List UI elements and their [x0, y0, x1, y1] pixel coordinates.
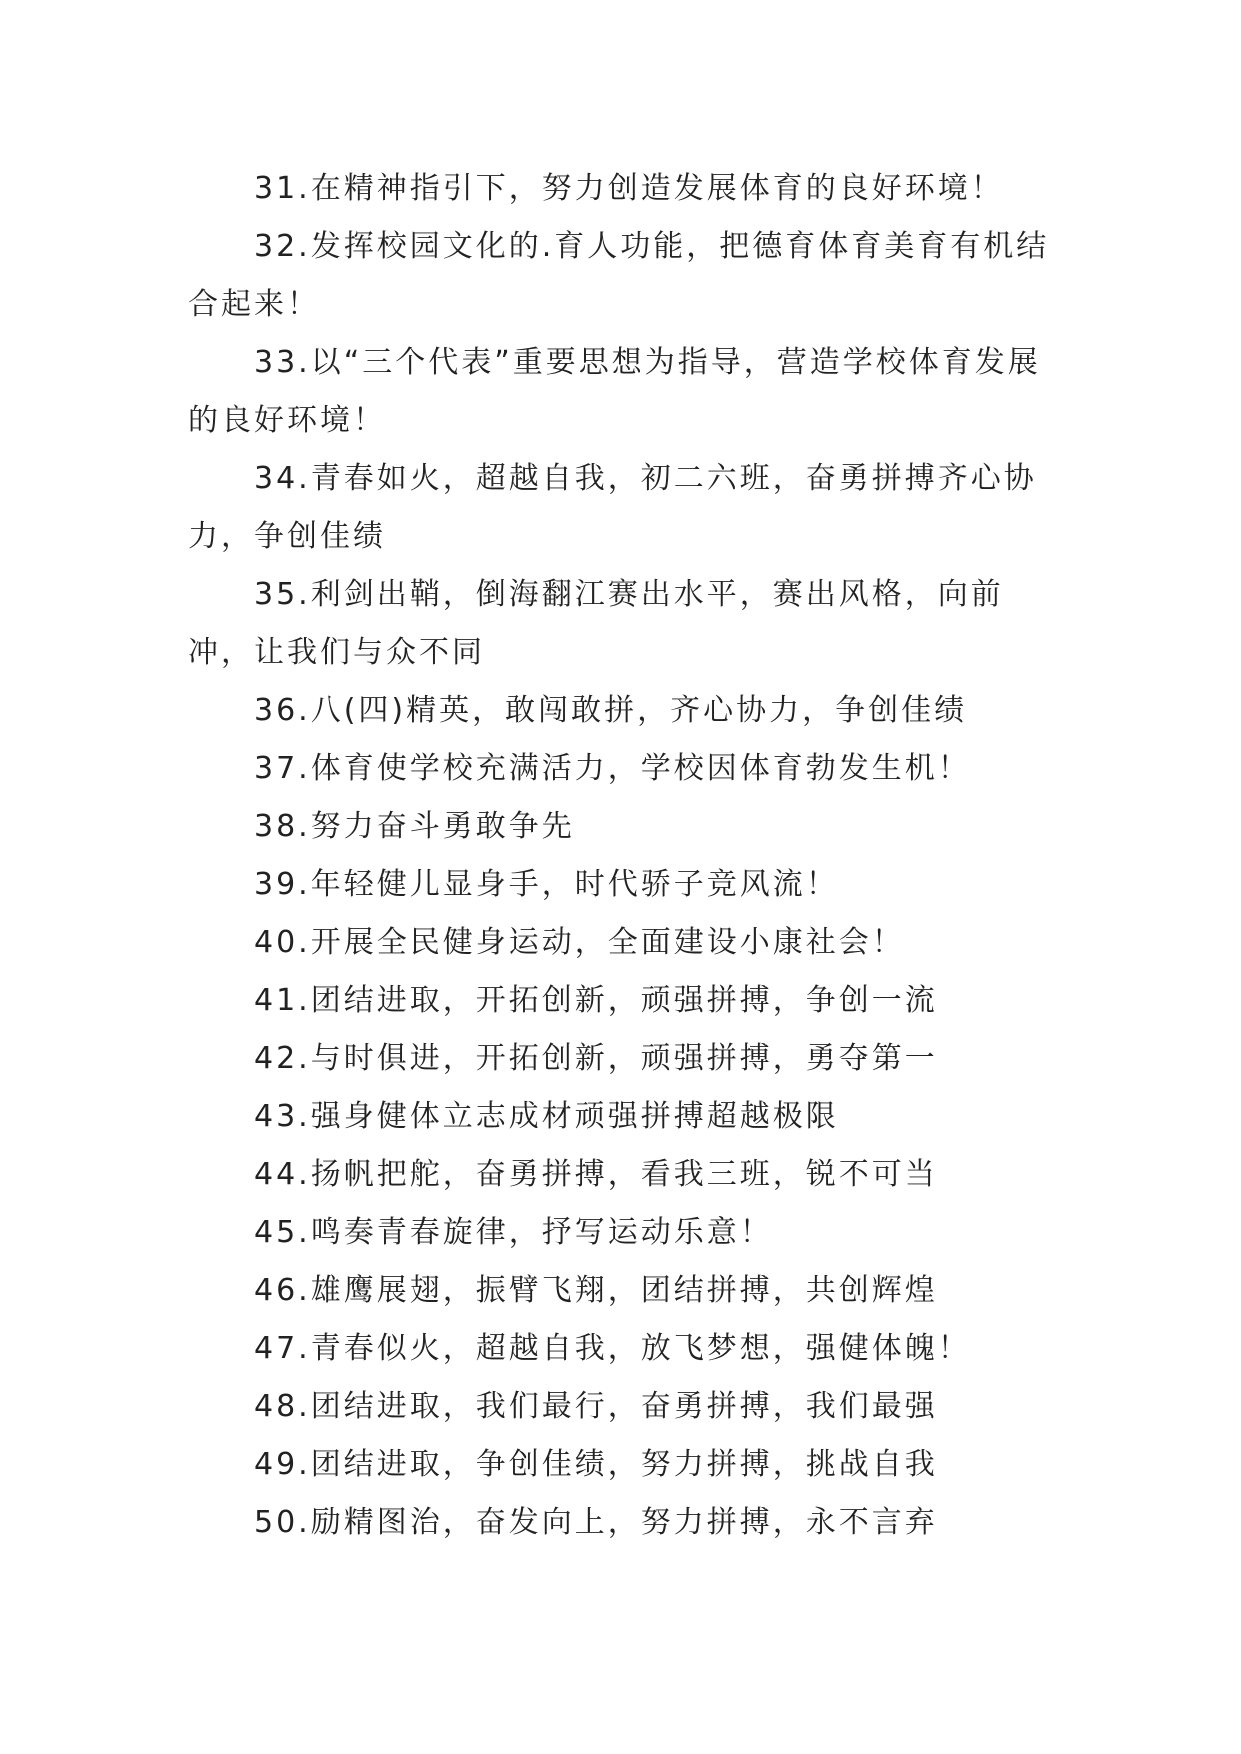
list-item: 34.青春如火，超越自我，初二六班，奋勇拼搏齐心协力，争创佳绩	[188, 461, 1037, 554]
list-item: 32.发挥校园文化的.育人功能，把德育体育美育有机结合起来！	[188, 229, 1050, 322]
list-item: 33.以“三个代表”重要思想为指导，营造学校体育发展的良好环境！	[188, 345, 1041, 438]
list-item: 37.体育使学校充满活力，学校因体育勃发生机！	[254, 751, 971, 786]
list-item: 36.八(四)精英，敢闯敢拼，齐心协力，争创佳绩	[254, 693, 968, 728]
list-item: 41.团结进取，开拓创新，顽强拼搏，争创一流	[254, 983, 938, 1018]
list-item: 49.团结进取，争创佳绩，努力拼搏，挑战自我	[254, 1447, 938, 1482]
list-item: 48.团结进取，我们最行，奋勇拼搏，我们最强	[254, 1389, 938, 1424]
list-item: 44.扬帆把舵，奋勇拼搏，看我三班，锐不可当	[254, 1157, 938, 1192]
list-item: 35.利剑出鞘，倒海翻江赛出水平，赛出风格，向前冲，让我们与众不同	[188, 577, 1004, 670]
list-item: 38.努力奋斗勇敢争先	[254, 809, 575, 844]
slogan-list	[188, 160, 1068, 1552]
list-item: 43.强身健体立志成材顽强拼搏超越极限	[254, 1099, 839, 1134]
list-item: 42.与时俱进，开拓创新，顽强拼搏，勇夺第一	[254, 1041, 938, 1076]
list-item: 39.年轻健儿显身手，时代骄子竞风流！	[254, 867, 839, 902]
list-item: 47.青春似火，超越自我，放飞梦想，强健体魄！	[254, 1331, 971, 1366]
list-item: 46.雄鹰展翅，振臂飞翔，团结拼搏，共创辉煌	[254, 1273, 938, 1308]
list-item: 31.在精神指引下，努力创造发展体育的良好环境！	[254, 171, 1004, 206]
list-item: 40.开展全民健身运动，全面建设小康社会！	[254, 925, 905, 960]
list-item: 50.励精图治，奋发向上，努力拼搏，永不言弃	[254, 1505, 938, 1540]
list-item: 45.鸣奏青春旋律，抒写运动乐意！	[254, 1215, 773, 1250]
